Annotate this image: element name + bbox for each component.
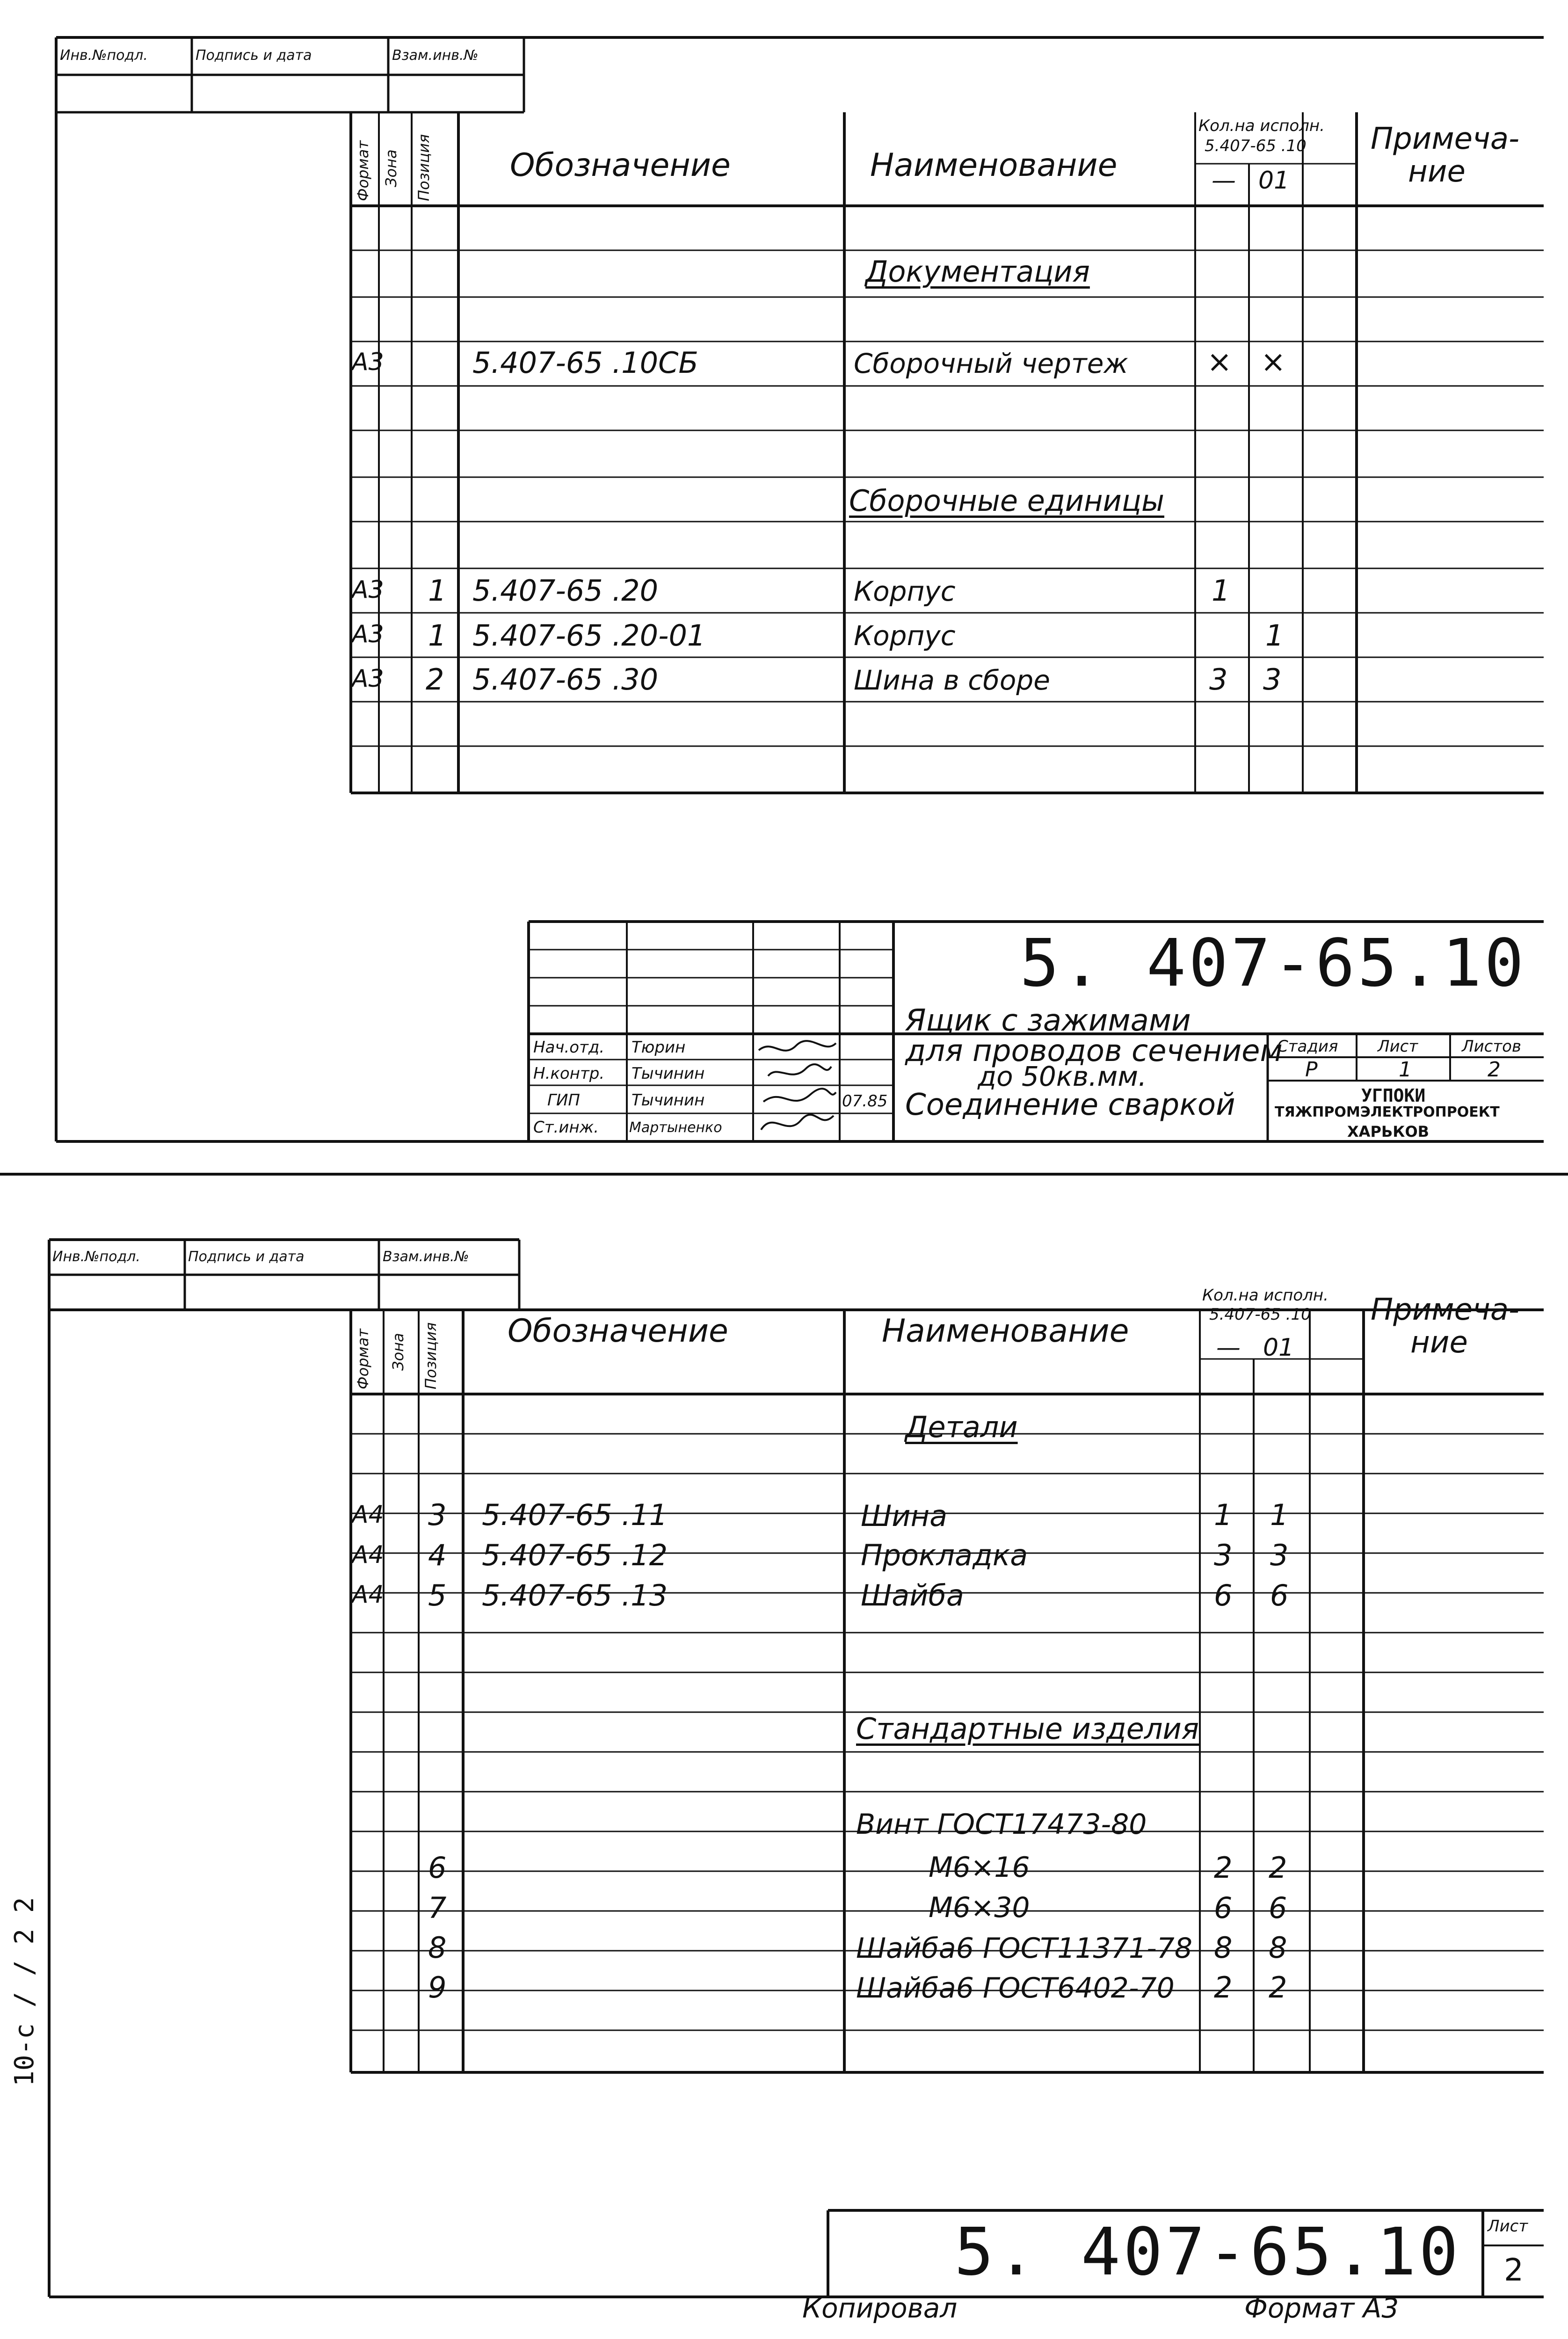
section-standard: Стандартные изделия	[856, 1712, 1199, 1746]
std2-pos: 7	[428, 1891, 447, 1925]
part2-name: Прокладка	[861, 1538, 1028, 1572]
std4-q1: 2	[1214, 1970, 1233, 2005]
col2-prim-header-2: ние	[1410, 1325, 1468, 1360]
stamp-podpis-data: Подпись и дата	[196, 47, 312, 64]
part1-pos: 3	[428, 1498, 447, 1532]
part2-q1: 3	[1214, 1538, 1233, 1572]
role-2-name: Тычинин	[632, 1064, 705, 1083]
stamp-vzam-inv: Взам.инв.№	[392, 47, 479, 64]
section-assembly-units: Сборочные единицы	[849, 484, 1165, 518]
stage-value: Р	[1305, 1058, 1318, 1082]
role-4: Ст.инж.	[533, 1118, 599, 1137]
col2-kol-code: 5.407-65 .10	[1209, 1305, 1311, 1324]
sheets-label: Листов	[1462, 1037, 1522, 1056]
std2-q2: 6	[1269, 1891, 1287, 1925]
col-poz-header: Позиция	[415, 134, 433, 201]
row1-q1: ×	[1207, 345, 1232, 379]
row1-code: 5.407-65 .10СБ	[472, 346, 698, 380]
col2-format-header: Формат	[354, 1329, 372, 1389]
row2-code: 5.407-65 .20	[472, 574, 659, 608]
sheet2-sheet-label: Лист	[1488, 2217, 1528, 2236]
col-var-a: —	[1212, 167, 1236, 195]
col-naimen-header: Наименование	[870, 147, 1118, 184]
std1-name: М6×16	[929, 1851, 1030, 1884]
row2-pos: 1	[428, 574, 447, 608]
col2-poz-header: Позиция	[422, 1322, 440, 1389]
part2-q2: 3	[1270, 1538, 1289, 1572]
col-prim-header-1: Примеча-	[1371, 122, 1520, 156]
std3-pos: 8	[428, 1931, 447, 1965]
signatures-image	[754, 1036, 841, 1141]
part1-format: А4	[352, 1501, 384, 1529]
col2-var-b: 01	[1263, 1334, 1294, 1362]
stamp-inv-podl: Инв.№подл.	[60, 47, 148, 64]
std2-q1: 6	[1214, 1891, 1233, 1925]
stamp2-vzam-inv: Взам.инв.№	[383, 1249, 469, 1265]
footer-format: Формат А3	[1244, 2292, 1399, 2324]
row1-q2: ×	[1261, 345, 1286, 379]
title-line-3: до 50кв.мм.	[978, 1061, 1147, 1092]
sheet2-grid	[0, 1198, 1568, 2339]
col2-var-a: —	[1216, 1334, 1241, 1362]
row3-code: 5.407-65 .20-01	[472, 618, 706, 653]
row1-format: А3	[352, 348, 384, 376]
part3-name: Шайба	[861, 1578, 964, 1613]
row4-code: 5.407-65 .30	[472, 662, 659, 697]
doc-number-sheet2: 5. 407-65.10	[954, 2214, 1461, 2290]
sheets-value: 2	[1488, 1058, 1501, 1082]
col2-oboznach-header: Обозначение	[508, 1313, 728, 1350]
col-format-header: Формат	[354, 140, 372, 201]
org-line-1: УГПОКИ	[1361, 1085, 1426, 1106]
title-line-4: Соединение сваркой	[905, 1088, 1235, 1122]
std1-q2: 2	[1269, 1851, 1287, 1885]
std1-q1: 2	[1214, 1851, 1233, 1885]
part2-format: А4	[352, 1541, 384, 1569]
std2-name: М6×30	[929, 1891, 1030, 1924]
col2-zona-header: Зона	[389, 1333, 407, 1371]
margin-note: 10-c / / 2 2	[9, 1897, 40, 2086]
section-documentation: Документация	[865, 254, 1090, 289]
col-prim-header-2: ние	[1408, 154, 1466, 189]
row4-pos: 2	[426, 662, 444, 697]
part1-code: 5.407-65 .11	[482, 1498, 668, 1532]
row2-q1: 1	[1212, 574, 1230, 608]
part1-q2: 1	[1270, 1498, 1289, 1532]
role-4-name: Мартыненко	[629, 1119, 722, 1136]
col2-kol-header: Кол.на исполн.	[1202, 1286, 1328, 1305]
row4-format: А3	[352, 665, 384, 693]
part1-name: Шина	[861, 1499, 948, 1533]
part1-q1: 1	[1214, 1498, 1233, 1532]
col2-prim-header-1: Примеча-	[1371, 1293, 1520, 1327]
row4-name: Шина в сборе	[854, 664, 1050, 696]
role-2: Н.контр.	[533, 1064, 605, 1083]
row4-q2: 3	[1263, 662, 1282, 697]
part3-q2: 6	[1270, 1578, 1289, 1613]
section-parts: Детали	[905, 1410, 1018, 1444]
sheet2-sheet-value: 2	[1504, 2252, 1524, 2288]
std3-q2: 8	[1269, 1931, 1287, 1965]
stage-label: Стадия	[1277, 1037, 1338, 1056]
date: 07.85	[842, 1092, 888, 1111]
doc-number-sheet1: 5. 407-65.10	[1020, 925, 1527, 1002]
std1-pos: 6	[428, 1851, 447, 1885]
row4-q1: 3	[1209, 662, 1228, 697]
std3-name: Шайба6 ГОСТ11371-78	[856, 1932, 1193, 1965]
footer-copied: Копировал	[802, 2292, 958, 2324]
role-3: ГИП	[547, 1091, 580, 1110]
org-line-3: ХАРЬКОВ	[1347, 1123, 1430, 1140]
role-1: Нач.отд.	[533, 1038, 605, 1057]
part2-pos: 4	[428, 1538, 447, 1572]
row3-q2: 1	[1265, 618, 1284, 653]
col-kol-code: 5.407-65 .10	[1205, 137, 1307, 155]
stamp2-podpis-data: Подпись и дата	[188, 1249, 305, 1265]
col-var-b: 01	[1258, 167, 1290, 195]
col-kol-header: Кол.на исполн.	[1198, 116, 1325, 135]
org-line-2: ТЯЖПРОМЭЛЕКТРОПРОЕКТ	[1275, 1104, 1500, 1120]
row1-name: Сборочный чертеж	[854, 348, 1128, 379]
col2-naimen-header: Наименование	[882, 1313, 1129, 1350]
title-line-1: Ящик с зажимами	[905, 1003, 1191, 1038]
col-oboznach-header: Обозначение	[510, 147, 731, 184]
part3-pos: 5	[428, 1578, 447, 1613]
std3-q1: 8	[1214, 1931, 1233, 1965]
std-header: Винт ГОСТ17473-80	[856, 1808, 1147, 1841]
row2-format: А3	[352, 576, 384, 604]
part3-format: А4	[352, 1581, 384, 1609]
stamp2-inv-podl: Инв.№подл.	[52, 1249, 140, 1265]
row3-pos: 1	[428, 618, 447, 653]
role-3-name: Тычинин	[632, 1091, 705, 1110]
part3-code: 5.407-65 .13	[482, 1578, 668, 1613]
role-1-name: Тюрин	[632, 1038, 686, 1057]
row2-name: Корпус	[854, 575, 956, 607]
part3-q1: 6	[1214, 1578, 1233, 1613]
std4-name: Шайба6 ГОСТ6402-70	[856, 1972, 1175, 2005]
row3-name: Корпус	[854, 620, 956, 652]
title-line-2: для проводов сечением	[905, 1034, 1283, 1068]
sheet-value: 1	[1399, 1058, 1412, 1082]
row3-format: А3	[352, 620, 384, 648]
col-zona-header: Зона	[382, 149, 400, 187]
std4-q2: 2	[1269, 1970, 1287, 2005]
sheet-label: Лист	[1378, 1037, 1418, 1056]
std4-pos: 9	[428, 1970, 447, 2005]
part2-code: 5.407-65 .12	[482, 1538, 668, 1572]
